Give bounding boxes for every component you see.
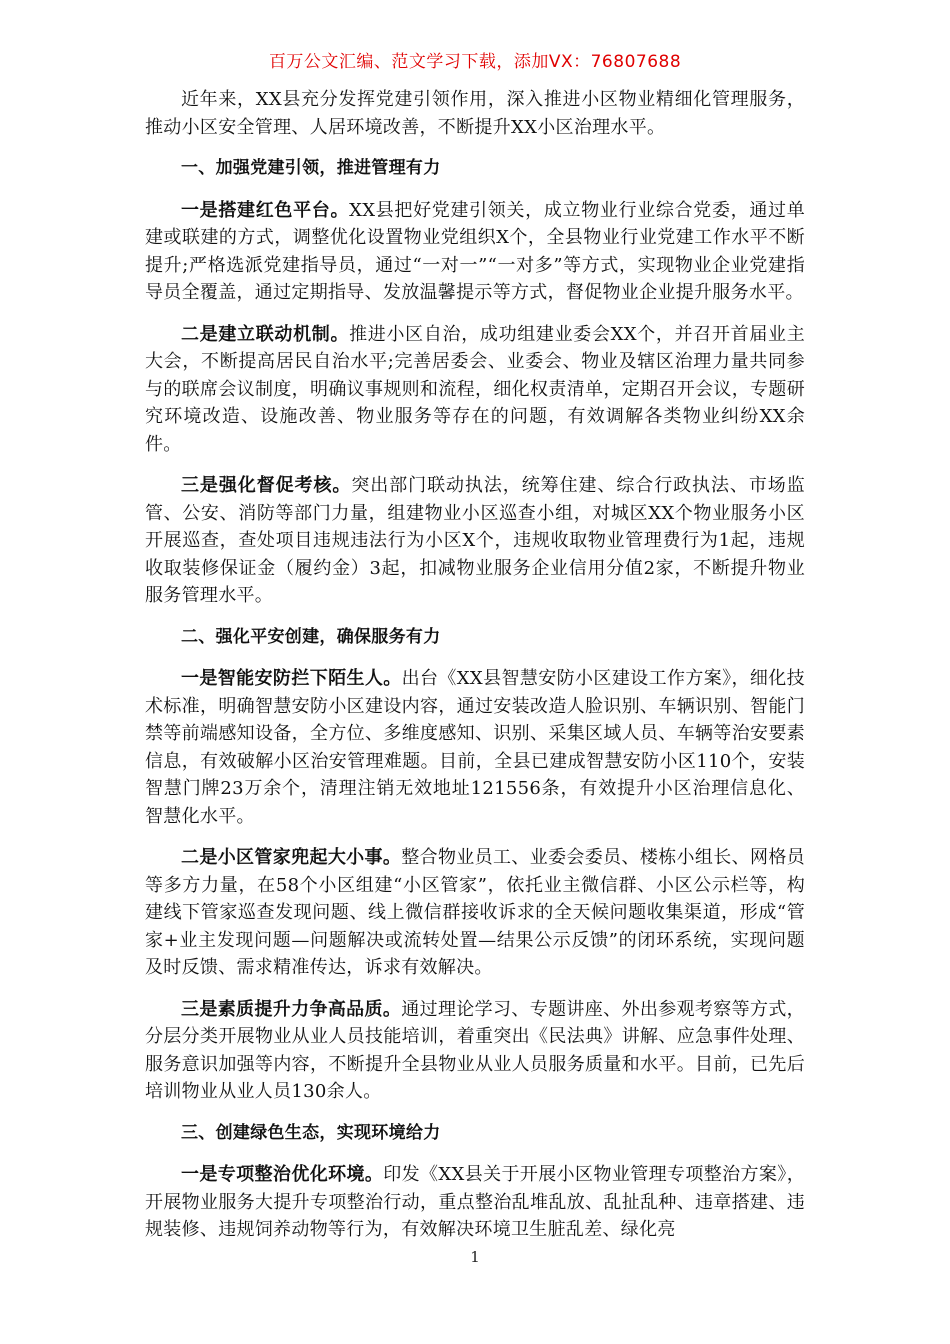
section-heading: 一、加强党建引领，推进管理有力 bbox=[181, 158, 441, 178]
body-paragraph bbox=[145, 197, 805, 307]
paragraph-text: 推进小区自治，成功组建业委会XX个，并召开首届业主大会，不断提高居民自治水平;完善居委会、业委会、物业及辖区治理力量共同参与的联席会议制度，明确议事规则和流程，细化权责清单，定期召开会议，专题研究环境改造、设施改善、物业服务等存在的问题，有效调解各类物业纠纷XX余件。 bbox=[145, 323, 805, 455]
paragraph-lead: 一是智能安防拦下陌生人。 bbox=[181, 668, 402, 689]
page-number: 1 bbox=[470, 1248, 480, 1266]
paragraph-text: 印发《XX县关于开展小区物业管理专项整治方案》，开展物业服务大提升专项整治行动，重点整治乱堆乱放、乱扯乱种、违章搭建、违规装修、违规饲养动物等行为，有效解决环境卫生脏乱差、绿化亮 bbox=[145, 1164, 805, 1240]
paragraph-lead: 二是建立联动机制。 bbox=[181, 323, 350, 345]
paragraph-lead: 二是小区管家兜起大小事。 bbox=[181, 847, 402, 868]
header-banner: 百万公文汇编、范文学习下载，添加VX：76807688 bbox=[268, 52, 682, 72]
intro-paragraph: 近年来，XX县充分发挥党建引领作用，深入推进小区物业精细化管理服务，推动小区安全管理、人居环境改善，不断提升XX小区治理水平。 bbox=[145, 89, 805, 138]
body-paragraph bbox=[145, 472, 805, 610]
section-heading: 二、强化平安创建，确保服务有力 bbox=[181, 626, 441, 647]
body-paragraph bbox=[145, 321, 805, 459]
section-heading: 三、创建绿色生态，实现环境给力 bbox=[181, 1122, 441, 1143]
paragraph-text: 整合物业员工、业委会委员、楼栋小组长、网格员等多方力量，在58个小区组建“小区管家”，依托业主微信群、小区公示栏等，构建线下管家巡查发现问题、线上微信群接收诉求的全天候问题收集渠道，形成“管家+业主发现问题—问题解决或流转处置—结果公示反馈”的闭环系统，实现问题及时反馈、需求精准传达，诉求有效解决。 bbox=[145, 847, 805, 978]
document-body bbox=[145, 86, 805, 1258]
paragraph-text: 突出部门联动执法，统筹住建、综合行政执法、市场监管、公安、消防等部门力量，组建物业小区巡查小组，对城区XX个物业服务小区开展巡查，查处项目违规违法行为小区X个，违规收取物业管理费行为1起，违规收取装修保证金（履约金）3起，扣减物业服务企业信用分值2家，不断提升物业服务管理水平。 bbox=[145, 475, 805, 606]
paragraph-lead: 三是强化督促考核。 bbox=[181, 475, 352, 496]
body-paragraph bbox=[145, 844, 805, 982]
paragraph-lead: 一是搭建红色平台。 bbox=[181, 199, 350, 221]
paragraph-text: 出台《XX县智慧安防小区建设工作方案》，细化技术标准，明确智慧安防小区建设内容，通过安装改造人脸识别、车辆识别、智能门禁等前端感知设备，全方位、多维度感知、识别、采集区域人员、车辆等治安要素信息，有效破解小区治安管理难题。目前，全县已建成智慧安防小区110个，安装智慧门牌23万余个，清理注销无效地址121556条，有效提升小区治理信息化、智慧化水平。 bbox=[145, 668, 805, 827]
paragraph-text: XX县把好党建引领关，成立物业行业综合党委，通过单建或联建的方式，调整优化设置物业党组织X个，全县物业行业党建工作水平不断提升;严格选派党建指导员，通过“一对一”“一对多”等方式，实现物业企业党建指导员全覆盖，通过定期指导、发放温馨提示等方式，督促物业企业提升服务水平。 bbox=[145, 199, 805, 303]
paragraph-lead: 一是专项整治优化环境。 bbox=[181, 1164, 384, 1185]
paragraph-text: 通过理论学习、专题讲座、外出参观考察等方式，分层分类开展物业从业人员技能培训，着重突出《民法典》讲解、应急事件处理、服务意识加强等内容，不断提升全县物业从业人员服务质量和水平。目前，已先后培训物业从业人员130余人。 bbox=[145, 998, 805, 1102]
body-paragraph bbox=[145, 1161, 805, 1244]
body-paragraph bbox=[145, 665, 805, 830]
body-paragraph bbox=[145, 996, 805, 1106]
paragraph-lead: 三是素质提升力争高品质。 bbox=[181, 998, 402, 1020]
